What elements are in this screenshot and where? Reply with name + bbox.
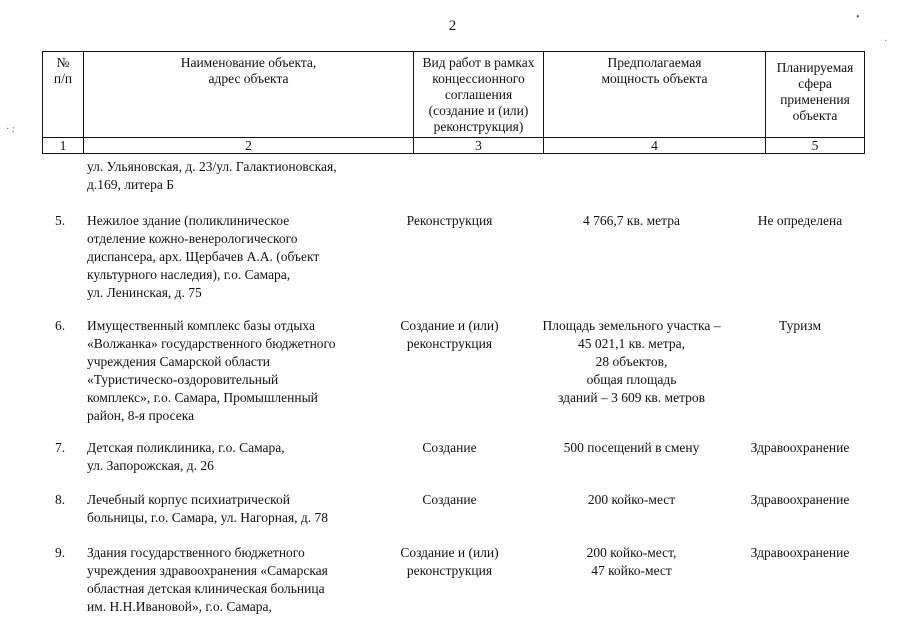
capacity-line: 500 посещений в смену xyxy=(563,440,700,455)
capacity-line: 200 койко-мест xyxy=(587,492,676,507)
name-line: областная детская клиническая больница xyxy=(87,581,325,596)
work-type xyxy=(382,491,517,509)
column-number: 1 xyxy=(43,138,84,154)
header-text: Наименование объекта, xyxy=(180,55,317,70)
work-line: Создание и (или) xyxy=(400,318,499,333)
name-line: «Туристическо-оздоровительный xyxy=(87,372,279,387)
name-line: культурного наследия), г.о. Самара, xyxy=(87,267,291,282)
capacity xyxy=(523,317,740,407)
header-text: № xyxy=(56,55,70,70)
header-text: реконструкция) xyxy=(433,119,524,134)
header-text: Вид работ в рамках xyxy=(422,55,535,70)
work-line: Создание xyxy=(422,440,477,455)
capacity xyxy=(523,439,740,457)
capacity-line: 47 койко-мест xyxy=(591,563,672,578)
capacity-line: 45 021,1 кв. метра, xyxy=(577,336,686,351)
work-type xyxy=(382,439,517,457)
work-line: Создание и (или) xyxy=(400,545,499,560)
header-row xyxy=(43,52,865,138)
header-text: сфера xyxy=(798,76,832,91)
sphere-line: Здравоохранение xyxy=(750,492,850,507)
scan-speck: • xyxy=(856,12,860,23)
capacity xyxy=(523,212,740,230)
capacity-line: зданий – 3 609 кв. метров xyxy=(557,390,706,405)
capacity-line: 4 766,7 кв. метра xyxy=(583,213,680,228)
header-text: (создание и (или) xyxy=(428,103,529,118)
capacity-line: Площадь земельного участка – xyxy=(542,318,721,333)
sphere xyxy=(739,317,861,335)
page-number: 2 xyxy=(448,18,457,34)
object-name xyxy=(87,212,370,302)
sphere-line: Здравоохранение xyxy=(750,440,850,455)
object-name xyxy=(87,439,370,475)
name-line: ул. Ленинская, д. 75 xyxy=(87,285,202,300)
row-number: 7. xyxy=(55,440,66,455)
capacity xyxy=(523,544,740,580)
header-text: п/п xyxy=(53,71,73,86)
name-line: учреждения Самарской области xyxy=(87,354,271,369)
object-name xyxy=(87,158,370,194)
name-line: Здания государственного бюджетного xyxy=(87,545,305,560)
row-number: 9. xyxy=(55,545,66,560)
header-text: объекта xyxy=(792,108,838,123)
object-name xyxy=(87,317,370,425)
table-header xyxy=(42,51,865,154)
name-line: Лечебный корпус психиатрической xyxy=(87,492,291,507)
header-col-sphere xyxy=(766,52,865,138)
sphere-line: Туризм xyxy=(779,318,821,333)
sphere-line: Здравоохранение xyxy=(750,545,850,560)
column-number: 4 xyxy=(544,138,766,154)
header-col-work xyxy=(414,52,544,138)
name-line: Имущественный комплекс базы отдыха xyxy=(87,318,315,333)
header-number-row xyxy=(43,138,865,154)
work-line: реконструкция xyxy=(406,563,493,578)
header-text: соглашения xyxy=(444,87,513,102)
header-text: применения xyxy=(780,92,850,107)
work-type xyxy=(382,212,517,230)
name-line: район, 8-я просека xyxy=(87,408,195,423)
capacity-line: 200 койко-мест, xyxy=(586,545,677,560)
scan-speck: · xyxy=(884,36,888,47)
sphere xyxy=(739,544,861,562)
column-number: 2 xyxy=(84,138,414,154)
name-line: ул. Ульяновская, д. 23/ул. Галактионовская, xyxy=(87,159,337,174)
name-line: «Волжанка» государственного бюджетного xyxy=(87,336,336,351)
sphere xyxy=(739,212,861,230)
name-line: учреждения здравоохранения «Самарская xyxy=(87,563,328,578)
name-line: ул. Запорожская, д. 26 xyxy=(87,458,214,473)
row-number: 8. xyxy=(55,492,66,507)
work-line: Реконструкция xyxy=(406,213,493,228)
header-col-capacity xyxy=(544,52,766,138)
sphere-line: Не определена xyxy=(757,213,843,228)
object-name xyxy=(87,544,370,616)
name-line: д.169, литера Б xyxy=(87,177,174,192)
header-text: Планируемая xyxy=(776,60,854,75)
header-text: Предполагаемая xyxy=(607,55,702,70)
capacity-line: общая площадь xyxy=(586,372,677,387)
work-type xyxy=(382,544,517,580)
header-text: мощность объекта xyxy=(601,71,708,86)
capacity-line: 28 объектов, xyxy=(595,354,668,369)
scan-speck: · : xyxy=(6,124,15,135)
name-line: больницы, г.о. Самара, ул. Нагорная, д. 78 xyxy=(87,510,329,525)
row-number: 5. xyxy=(55,213,66,228)
work-line: реконструкция xyxy=(406,336,493,351)
column-number: 3 xyxy=(414,138,544,154)
column-number: 5 xyxy=(766,138,865,154)
name-line: им. Н.Н.Ивановой», г.о. Самара, xyxy=(87,599,272,614)
work-line: Создание xyxy=(422,492,477,507)
name-line: диспансера, арх. Щербачев А.А. (объект xyxy=(87,249,320,264)
header-text: концессионного xyxy=(432,71,525,86)
name-line: отделение кожно-венерологического xyxy=(87,231,298,246)
header-col-number xyxy=(43,52,84,138)
name-line: комплекс», г.о. Самара, Промышленный xyxy=(87,390,318,405)
row-number: 6. xyxy=(55,318,66,333)
work-type xyxy=(382,317,517,353)
object-name xyxy=(87,491,370,527)
name-line: Нежилое здание (поликлиническое xyxy=(87,213,290,228)
header-text: адрес объекта xyxy=(208,71,289,86)
sphere xyxy=(739,491,861,509)
sphere xyxy=(739,439,861,457)
capacity xyxy=(523,491,740,509)
header-col-name xyxy=(84,52,414,138)
name-line: Детская поликлиника, г.о. Самара, xyxy=(87,440,285,455)
